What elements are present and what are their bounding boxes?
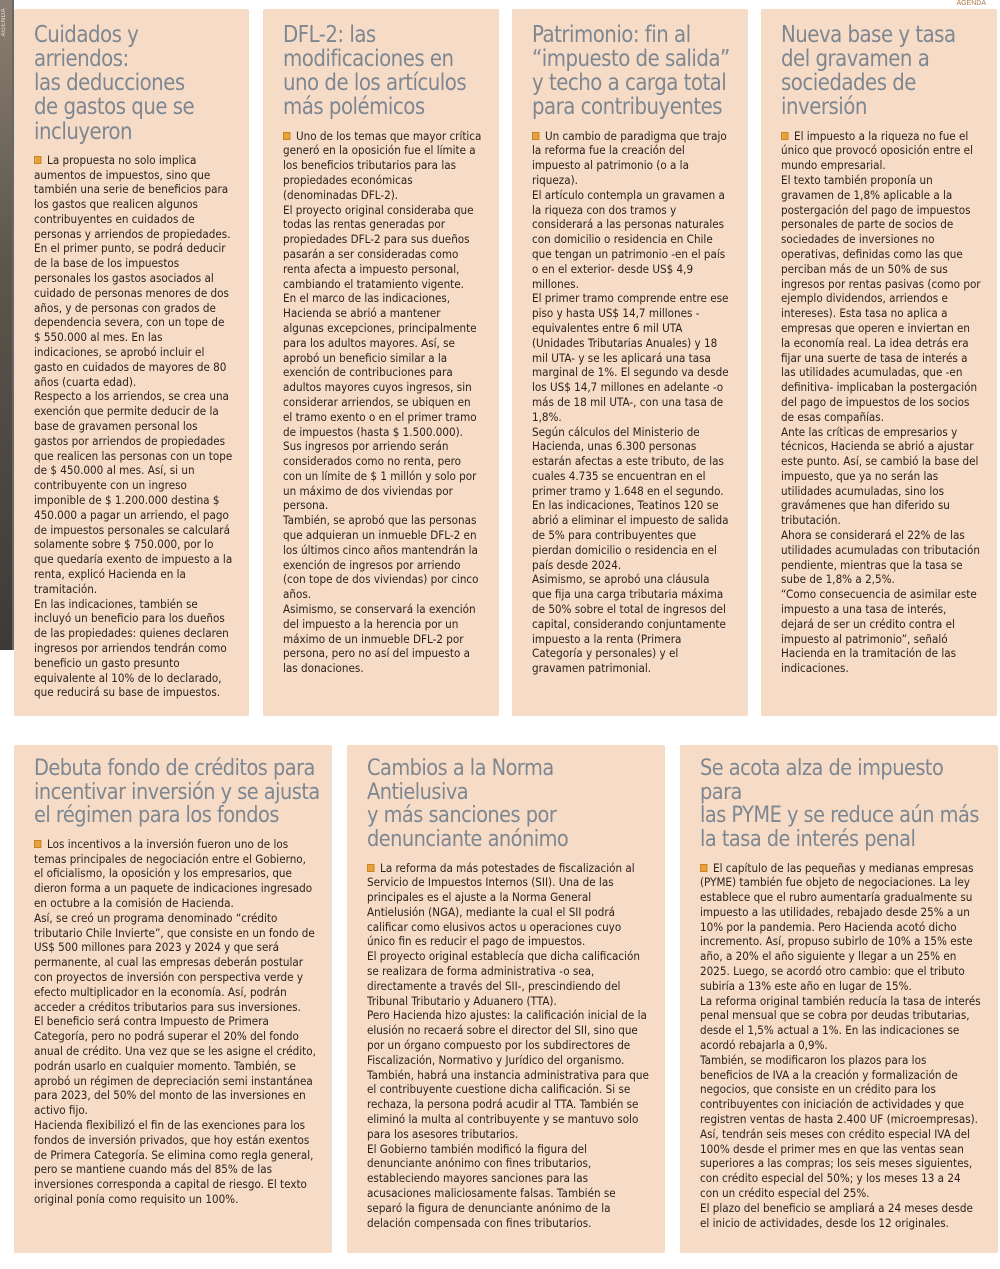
article-paragraph	[34, 154, 233, 243]
article-body	[367, 862, 649, 1232]
paragraph-text: El Gobierno también modificó la figura del denunciante anónimo con fines tributarios, estableciendo mayores sanciones para las acusaciones maliciosamente falsas. También se separó la figura de denunciante anónimo de la delación compensada con fines tributarios.	[367, 1142, 616, 1230]
paragraph-text: Un cambio de paradigma que trajo la reforma fue la creación del impuesto al patrimonio (o a la riqueza).	[532, 129, 727, 187]
article-paragraph	[34, 598, 233, 702]
article-panel	[263, 9, 499, 716]
article-title: Debuta fondo de créditos para incentivar inversión y se ajusta el régimen para los fondos	[34, 755, 320, 829]
paragraph-text: También, se modificaron los plazos para los beneficios de IVA a la creación y formalización de negocios, que consiste en un crédito para los contribuyentes con iniciación de actividades y que registren ventas de hasta 2.400 UF (microempresas). Así, tendrán seis meses con crédito especial IVA del 100% desde el primer mes en que las ventas sean superiores a las compras; los seis meses siguientes, con crédito especial del 50%; y los meses 13 a 24 con un crédito especial del 25%.	[700, 1053, 978, 1201]
paragraph-text: Hacienda flexibilizó el fin de las exenciones para los fondos de inversión privados, que hoy están exentos de Primera Categoría. Se elimina como regla general, pero se mantiene cuando más del 85% de las inversiones corresponda a capital de riesgo. El texto original ponía como requisito un 100%.	[34, 1119, 314, 1206]
article-paragraph	[283, 130, 483, 204]
square-bullet-icon	[367, 864, 374, 872]
article-paragraph	[34, 242, 233, 390]
article-title: Patrimonio: fin al “impuesto de salida” y techo a carga total para contribuyentes	[532, 22, 730, 121]
article-paragraph	[367, 1009, 649, 1142]
article-paragraph	[283, 603, 483, 677]
article-paragraph	[34, 838, 316, 912]
article-paragraph	[700, 995, 982, 1054]
article-paragraph	[34, 390, 233, 597]
article-paragraph	[532, 573, 732, 677]
article-paragraph	[34, 1119, 316, 1208]
article-paragraph	[781, 426, 981, 530]
article-title: Cambios a la Norma Antielusiva y más sanciones por denunciante anónimo	[367, 755, 569, 852]
article-paragraph	[532, 189, 732, 293]
paragraph-text: El plazo del beneficio se ampliará a 24 meses desde el inicio de actividades, desde los 12 originales.	[700, 1201, 973, 1230]
article-paragraph	[781, 130, 981, 174]
article-paragraph	[700, 1054, 982, 1202]
section-tag: AGENDA	[1, 8, 7, 37]
article-body	[700, 862, 982, 1232]
paragraph-text: El texto también proponía un gravamen de 1,8% aplicable a la postergación del pago de impuestos personales de parte de socios de sociedades de inversiones no operativas, definidas como las que perciban más de un 50% de sus ingresos por rentas pasivas (como por ejemplo dividendos, arriendos e intereses). Esta tasa no aplica a empresas que operen e inviertan en la economía real. La idea detrás era fijar una suerte de tasa de interés a las utilidades acumuladas, que -en definitiva- implicaban la postergación del pago de impuestos de los socios de esas compañías.	[781, 173, 981, 424]
article-body	[781, 130, 981, 677]
paragraph-text: “Como consecuencia de asimilar este impuesto a una tasa de interés, dejará de ser un crédito contra el impuesto al patrimonio”, señaló Hacienda en la tramitación de las indicaciones.	[781, 588, 977, 676]
paragraph-text: Según cálculos del Ministerio de Hacienda, unas 6.300 personas estarán afectas a este tributo, de las cuales 4.735 se encuentran en el primer tramo y 1.648 en el segundo.	[532, 425, 724, 498]
paragraph-text: Ante las críticas de empresarios y técnicos, Hacienda se abrió a ajustar este punto. Así, se cambió la base del impuesto, que ya no serán las utilidades acumuladas, sino los gravámenes que han diferido su tributación.	[781, 425, 979, 528]
article-title: DFL-2: las modificaciones en uno de los artículos más polémicos	[283, 22, 467, 121]
paragraph-text: En las indicaciones, Teatinos 120 se abrió a eliminar el impuesto de salida de 5% para contribuyentes que pierdan domicilio o residencia en el país desde 2024.	[532, 499, 729, 572]
article-panel	[680, 745, 998, 1253]
square-bullet-icon	[34, 156, 41, 164]
paragraph-text: Asimismo, se conservará la exención del impuesto a la herencia por un máximo de un inmueble DFL-2 por persona, pero no así del impuesto a las donaciones.	[283, 603, 476, 676]
article-body	[34, 838, 316, 1208]
paragraph-text: El beneficio será contra Impuesto de Primera Categoría, pero no podrá superar el 20% del fondo anual de crédito. Una vez que se les asigne el crédito, podrán usarlo en cualquier momento. También, se aprobó un régimen de depreciación semi instantánea para 2023, del 50% del monto de las inversiones en activo fijo.	[34, 1015, 316, 1118]
paragraph-text: El capítulo de las pequeñas y medianas empresas (PYME) también fue objeto de negociaciones. La ley establece que el rubro aumentaría gradualmente su impuesto a las utilidades, rebajado desde 25% a un 10% por la pandemia. Pero Hacienda acotó dicho incremento. Así, propuso subirlo de 10% a 15% este año, a 20% el año siguiente y llegar a un 25% en 2025. Luego, se acordó otro cambio: que el tributo subiría a 13% este año en lugar de 15%.	[700, 861, 974, 993]
paragraph-text: Los incentivos a la inversión fueron uno de los temas principales de negociación entre el Gobierno, el oficialismo, la oposición y los empresarios, que dieron forma a un paquete de indicaciones ingresado en octubre a la comisión de Hacienda.	[34, 837, 313, 911]
paragraph-text: Así, se creó un programa denominado “crédito tributario Chile Invierte”, que consiste en un fondo de US$ 500 millones para 2023 y 2024 y que será permanente, al cual las empresas deberán postular con proyectos de inversión con perspectiva verde y efecto multiplicador en la economía. Así, podrán acceder a créditos tributarios para sus inversiones.	[34, 911, 315, 1014]
article-panel	[14, 9, 249, 716]
article-paragraph	[781, 529, 981, 588]
paragraph-text: La reforma original también reducía la tasa de interés penal mensual que se cobra por deudas tributarias, desde el 1,5% actual a 1%. En las indicaciones se acordó rebajarla a 0,9%.	[700, 994, 981, 1053]
paragraph-text: En las indicaciones, también se incluyó un beneficio para los dueños de las propiedades: quienes declaren ingresos por arriendos tendrán como beneficio un gasto presunto equivalente al 10% de lo declarado, que reducirá su base de impuestos.	[34, 597, 229, 700]
paragraph-text: La propuesta no solo implica aumentos de impuestos, sino que también una serie de beneficios para los gastos que realicen algunos contribuyentes en cuidados de personas y arriendos de propiedades.	[34, 153, 231, 241]
article-paragraph	[532, 292, 732, 425]
article-panel	[761, 9, 997, 716]
article-panel	[14, 745, 332, 1253]
paragraph-text: Ahora se considerará el 22% de las utilidades acumuladas con tributación pendiente, mientras que la tasa se sube de 1,8% a 2,5%.	[781, 529, 980, 587]
paragraph-text: Asimismo, se aprobó una cláusula que fija una carga tributaria máxima de 50% sobre el total de ingresos del capital, considerando conjuntamente impuesto a la renta (Primera Categoría y personales) y el gravamen patrimonial.	[532, 573, 726, 676]
article-paragraph	[781, 588, 981, 677]
article-paragraph	[532, 130, 732, 189]
article-title: Nueva base y tasa del gravamen a sociedades de inversión	[781, 22, 956, 121]
article-paragraph	[532, 499, 732, 573]
article-paragraph	[700, 862, 982, 995]
article-body	[283, 130, 483, 677]
paragraph-text: El artículo contempla un gravamen a la riqueza con dos tramos y considerará a las personas naturales con domicilio o residencia en Chile que tengan un patrimonio -en el país o en el exterior- desde US$ 4,9 millones.	[532, 188, 726, 291]
paragraph-text: El proyecto original consideraba que todas las rentas generadas por propiedades DFL-2 para sus dueños pasarán a ser consideradas como renta afecta a impuesto personal, cambiando el tratamiento vigente.	[283, 203, 474, 291]
article-paragraph	[532, 426, 732, 500]
paragraph-text: Uno de los temas que mayor crítica generó en la oposición fue el límite a los beneficios tributarios para las propiedades económicas (denominadas DFL-2).	[283, 129, 482, 202]
paragraph-text: El primer tramo comprende entre ese piso y hasta US$ 14,7 millones -equivalentes entre 6 mil UTA (Unidades Tributarias Anuales) y 18 mil UTA- y se les aplicará una tasa marginal de 1%. El segundo va desde los US$ 14,7 millones en adelante -o más de 18 mil UTA-, con una tasa de 1,8%.	[532, 292, 729, 424]
side-strip	[0, 0, 12, 650]
article-panel	[512, 9, 748, 716]
article-paragraph	[34, 1015, 316, 1119]
article-paragraph	[367, 862, 649, 951]
article-paragraph	[700, 1202, 982, 1232]
paragraph-text: La reforma da más potestades de fiscalización al Servicio de Impuestos Internos (SII). Una de las principales es el ajuste a la Norma General Antielusión (NGA), mediante la cual el SII podrá calificar como elusivos actos u operaciones cuyo único fin es reducir el pago de impuestos.	[367, 861, 635, 949]
paragraph-text: También, se aprobó que las personas que adquieran un inmueble DFL-2 en los últimos cinco años mantendrán la exención de ingresos por arriendo (con tope de dos viviendas) por cinco años.	[283, 514, 479, 602]
paragraph-text: En el primer punto, se podrá deducir de la base de los impuestos personales los gastos asociados al cuidado de personas menores de dos años, y de personas con grados de dependencia severa, con un tope de $ 550.000 al mes. En las indicaciones, se aprobó incluir el gasto en cuidados de mayores de 80 años (cuarta edad).	[34, 242, 229, 389]
article-title: Cuidados y arriendos: las deducciones de gastos que se incluyeron	[34, 22, 195, 145]
article-body	[532, 130, 732, 677]
article-body	[34, 154, 233, 701]
square-bullet-icon	[781, 132, 788, 140]
article-paragraph	[781, 174, 981, 426]
square-bullet-icon	[532, 132, 539, 140]
square-bullet-icon	[283, 132, 290, 140]
article-paragraph	[283, 204, 483, 293]
square-bullet-icon	[34, 840, 41, 848]
paragraph-text: El impuesto a la riqueza no fue el único que provocó oposición entre el mundo empresarial.	[781, 129, 973, 173]
article-title: Se acota alza de impuesto para las PYME y se reduce aún más la tasa de interés penal	[700, 755, 979, 852]
article-paragraph	[34, 912, 316, 1016]
article-paragraph	[283, 292, 483, 514]
article-panel	[347, 745, 665, 1253]
paragraph-text: Pero Hacienda hizo ajustes: la calificación inicial de la elusión no recaerá sobre el director del SII, sino que por un órgano compuesto por los subdirectores de Fiscalización, Normativo y Jurídico del organismo. También, habrá una instancia administrativa para que el contribuyente cuestione dicha calificación. Si se rechaza, la persona podrá acudir al TTA. También se eliminó la multa al contribuyente y se mantuvo solo para los asesores tributarios.	[367, 1009, 649, 1141]
paragraph-text: El proyecto original establecía que dicha calificación se realizara de forma administrativa -o sea, directamente a través del SII-, prescindiendo del Tribunal Tributario y Aduanero (TTA).	[367, 950, 640, 1008]
square-bullet-icon	[700, 864, 707, 872]
paragraph-text: Respecto a los arriendos, se crea una exención que permite deducir de la base de gravamen personal los gastos por arriendos de propiedades que realicen las personas con un tope de $ 450.000 al mes. Así, si un contribuyente con un ingreso imponible de $ 1.200.000 destina $ 450.000 a pagar un arriendo, el pago de impuestos personales se calculará solamente sobre $ 750.000, por lo que quedaría exento de impuesto a la renta, explicó Hacienda en la tramitación.	[34, 390, 233, 596]
corner-label: AGENDA	[956, 0, 986, 7]
article-paragraph	[283, 514, 483, 603]
paragraph-text: En el marco de las indicaciones, Hacienda se abrió a mantener algunas excepciones, principalmente para los adultos mayores. Así, se aprobó un beneficio similar a la exención de contribuciones para adultos mayores cuyos ingresos, sin considerar arriendos, se ubiquen en el tramo exento o en el primer tramo de impuestos (hasta $ 1.500.000). Sus ingresos por arriendo serán considerados como no renta, pero con un límite de $ 1 millón y solo por un máximo de dos viviendas por persona.	[283, 292, 477, 513]
article-paragraph	[367, 950, 649, 1009]
article-paragraph	[367, 1143, 649, 1232]
